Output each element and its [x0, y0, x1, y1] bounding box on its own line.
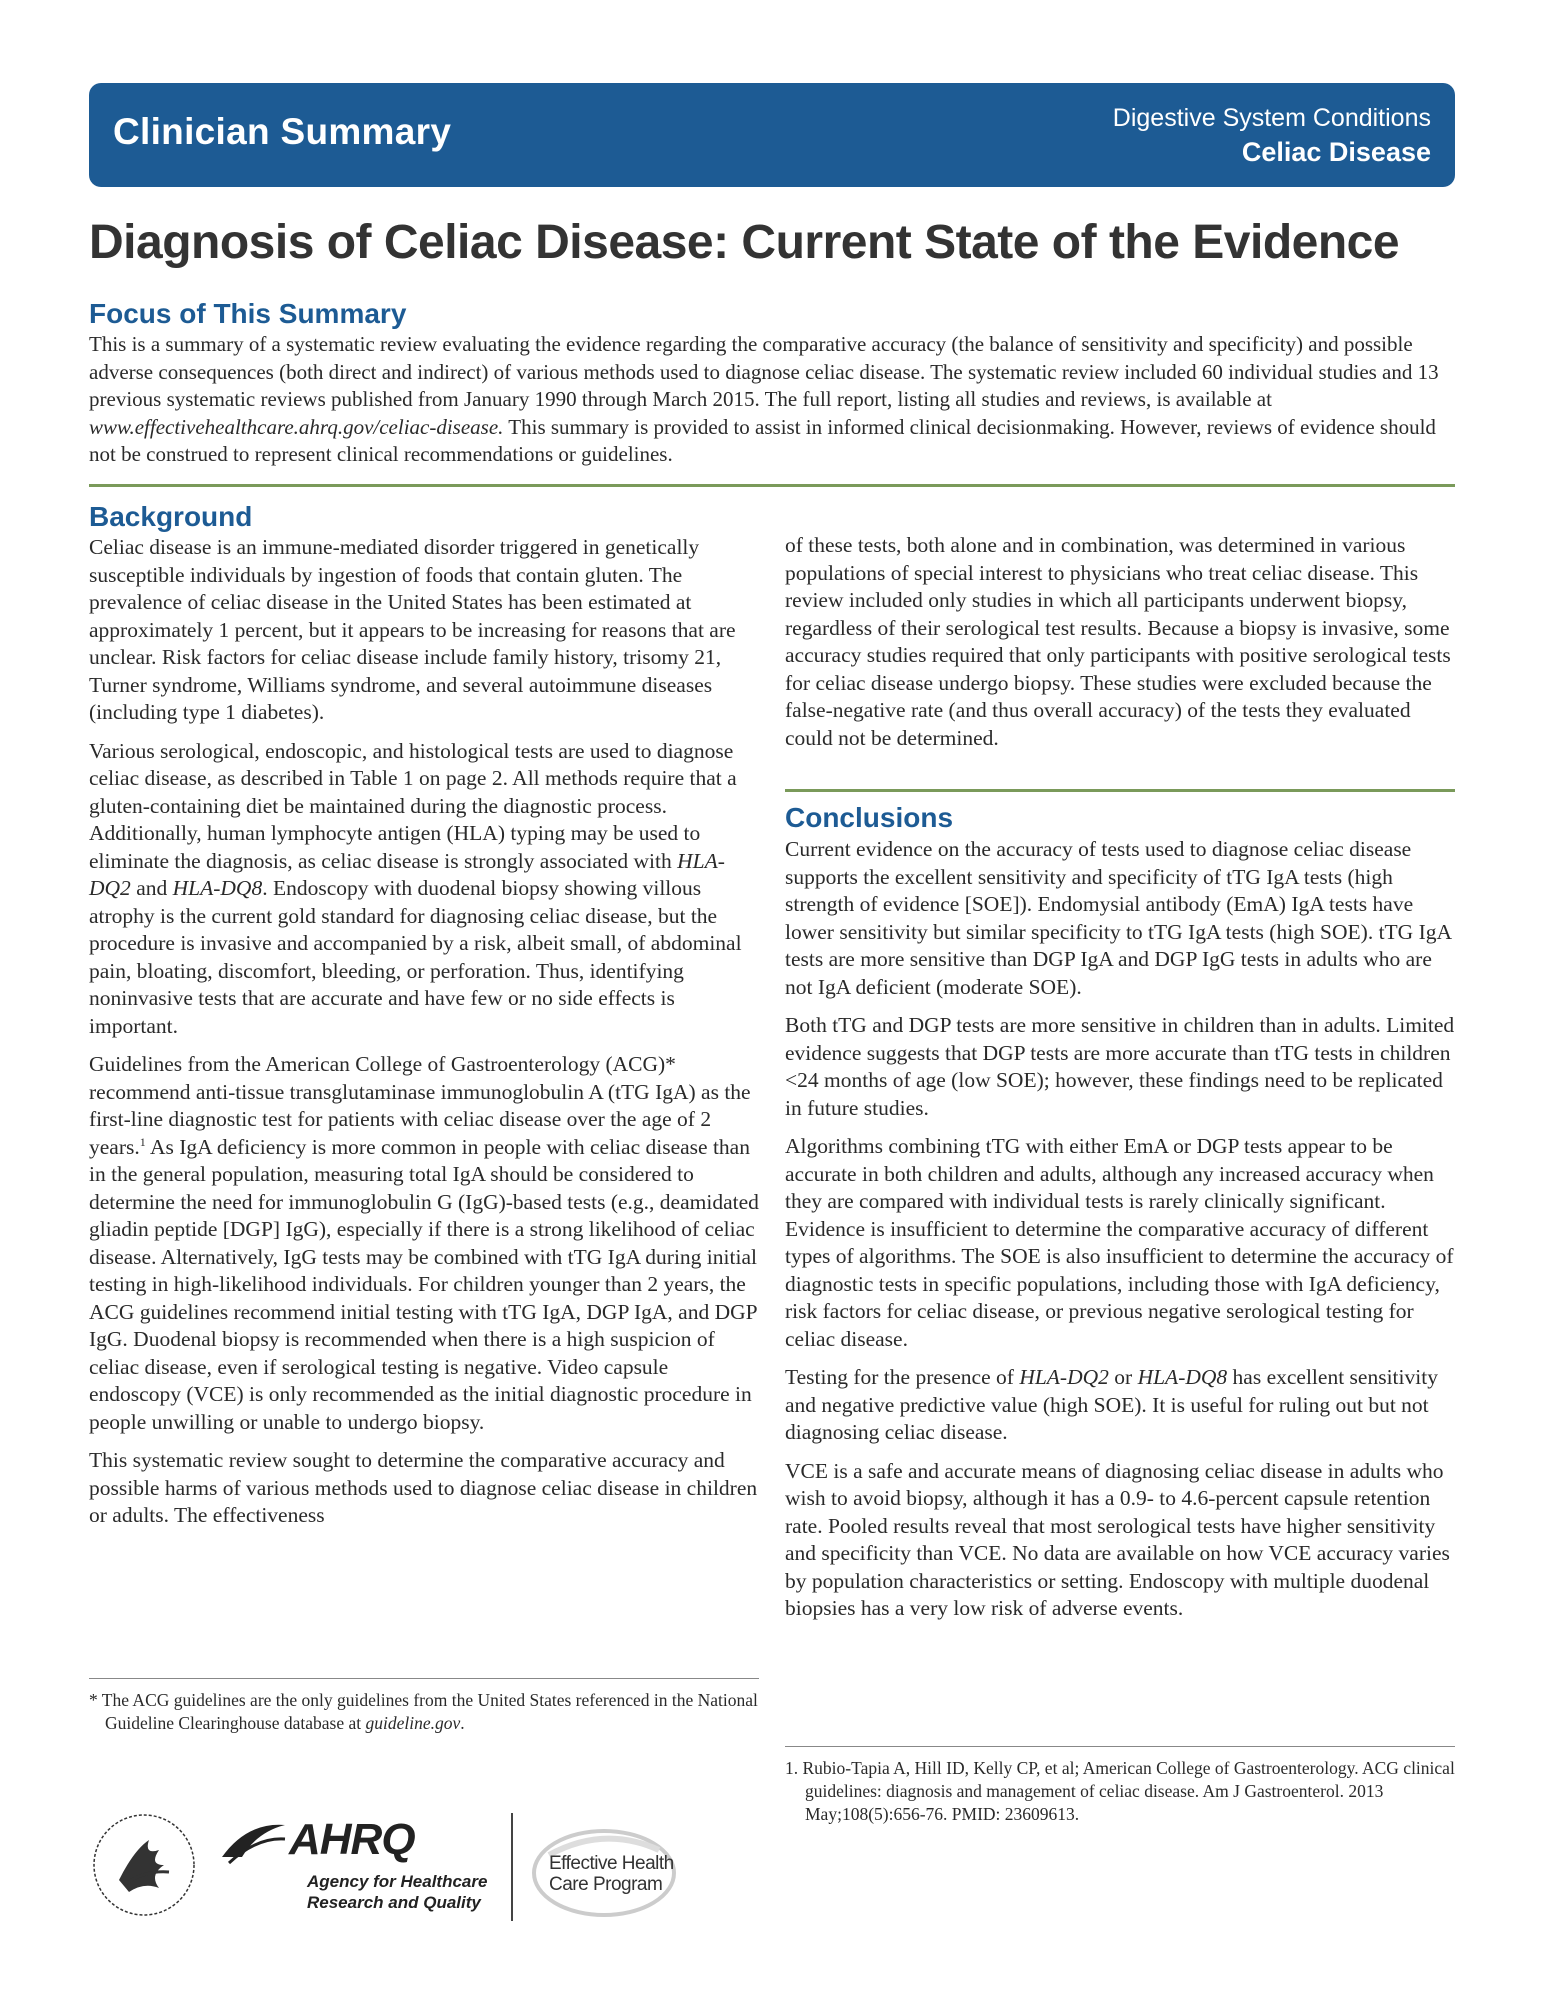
conclusions-paragraph-1: Current evidence on the accuracy of tests used to diagnose celiac disease supports the excellent sensitivity and specificity of tTG IgA tests (high strength of evidence [SOE]). Endomysial antibody (EmA) IgA tests have lower sensitivity but similar specificity to tTG IgA tests (high SOE). tTG IgA tests are more sensitive than DGP IgA and DGP IgG tests in adults who are not IgA deficient (moderate SOE). [785, 837, 1451, 999]
concl-p4-text-b: has excellent sensitivity and negative predictive value (high SOE). It is useful for ruling out but not diagnosing celiac disease. [785, 1365, 1438, 1444]
ahrq-logo [217, 1815, 507, 1925]
bg-p2-text-a: Various serological, endoscopic, and histological tests are used to diagnose celiac disease, as described in Table 1 on page 2. All methods require that a gluten-containing diet be maintained during the diagnostic process. Additionally, human lymphocyte antigen (HLA) typing may be used to eliminate the diagnosis, as celiac disease is strongly associated with [89, 738, 737, 873]
conclusions-paragraph-2: Both tTG and DGP tests are more sensitive in children than in adults. Limited evidence suggests that DGP tests are more accurate than tTG tests in children <24 months of age (low SOE); however, these findings need to be replicated in future studies. [785, 1013, 1455, 1120]
footnote [89, 1678, 759, 1735]
footnote-divider [89, 1678, 759, 1679]
ahrq-name-line2: Research and Quality [307, 1893, 481, 1912]
background-heading: Background [89, 501, 253, 532]
conclusions-heading: Conclusions [785, 802, 954, 833]
conclusions-paragraph-5: VCE is a safe and accurate means of diagnosing celiac disease in adults who wish to avoid biopsy, although it has a 0.9- to 4.6-percent capsule retention rate. Pooled results reveal that most serological tests have higher sensitivity and specificity than VCE. No data are available on how VCE accuracy varies by population characteristics or setting. Endoscopy with multiple duodenal biopsies has a very low risk of adverse events. [785, 1458, 1450, 1620]
banner-title: Clinician Summary [113, 111, 452, 152]
background-paragraph-4: This systematic review sought to determine the comparative accuracy and possible harms of various methods used to diagnose celiac disease in children or adults. The effectiveness [89, 1448, 758, 1527]
ehc-logo [529, 1825, 719, 1925]
bg-p2-hla1: HLA-DQ2 [89, 848, 725, 900]
concl-p4-text-a: Testing for the presence of [785, 1365, 1020, 1389]
concl-p4-or: or [1108, 1365, 1138, 1389]
footnote-end: . [460, 1713, 465, 1733]
ahrq-wordmark: AHRQ [289, 1815, 415, 1864]
bg-p2-text-b: . Endoscopy with duodenal biopsy showing villous atrophy is the current gold standard for diagnosing celiac disease, but the procedure is invasive and accompanied by a risk, albeit small, of abdominal pain, bloating, discomfort, bleeding, or perforation. Thus, identifying noninvasive tests that are accurate and have few or no side effects is important. [89, 876, 742, 1038]
background-paragraph-3 [89, 1051, 759, 1436]
page-title: Diagnosis of Celiac Disease: Current State of the Evidence [89, 216, 1400, 269]
logo-bar [89, 1805, 709, 1930]
banner-subcategory: Celiac Disease [1241, 137, 1431, 167]
reference [785, 1746, 1455, 1826]
background-paragraph-1: Celiac disease is an immune-mediated disorder triggered in genetically susceptible individuals by ingestion of foods that contain gluten. The prevalence of celiac disease in the United States has been estimated at approximately 1 percent, but it appears to be increasing for reasons that are unclear. Risk factors for celiac disease include family history, trisomy 21, Turner syndrome, Williams syndrome, and several autoimmune diseases (including type 1 diabetes). [89, 535, 736, 724]
conclusions-paragraph-3: Algorithms combining tTG with either EmA or DGP tests appear to be accurate in both children and adults, although any increased accuracy when they are compared with individual tests is rarely clinically significant. Evidence is insufficient to determine the comparative accuracy of different types of algorithms. The SOE is also insufficient to determine the accuracy of diagnostic tests in specific populations, including those with IgA deficiency, risk factors for celiac disease, or previous negative serological testing for celiac disease. [785, 1134, 1454, 1351]
banner-category: Digestive System Conditions [1112, 104, 1431, 132]
focus-paragraph [89, 331, 1455, 469]
banner-category-block [1113, 101, 1431, 169]
left-column [89, 500, 759, 1530]
concl-p4-hla1: HLA-DQ2 [1019, 1365, 1109, 1389]
bg-p2-hla2: HLA-DQ8 [172, 876, 263, 900]
conclusions-section [785, 789, 1455, 1623]
bg-p3-text-b: As IgA deficiency is more common in people with celiac disease than in the general population, measuring total IgA should be considered to determine the need for immunoglobulin G (IgG)-based tests (e.g., deamidated gliadin peptide [DGP] IgG), especially if there is a strong likelihood of celiac disease. Alternatively, IgG tests may be combined with tTG IgA during initial testing in high-likelihood individuals. For children younger than 2 years, the ACG guidelines recommend initial testing with tTG IgA, DGP IgA, and DGP IgG. Duodenal biopsy is recommended when there is a high suspicion of celiac disease, even if serological testing is negative. Video capsule endoscopy (VCE) is only recommended as the initial diagnostic procedure in people unwilling or unable to undergo biopsy. [89, 1134, 759, 1434]
report-link[interactable]: www.effectivehealthcare.ahrq.gov/celiac-disease. [89, 414, 504, 439]
focus-heading: Focus of This Summary [89, 298, 407, 329]
concl-p4-hla2: HLA-DQ8 [1137, 1365, 1228, 1389]
reference-text: 1. Rubio-Tapia A, Hill ID, Kelly CP, et al; American College of Gastroenterology. ACG clinical guidelines: diagnosis and management of celiac disease. Am J Gastroenterol. 2013 May;108(5):656-76. PMID: 23609613. [785, 1758, 1455, 1824]
conclusions-paragraph-4 [785, 1364, 1455, 1447]
ehc-name-line1: Effective Health [549, 1853, 674, 1874]
logo-divider [511, 1813, 513, 1921]
focus-text-start: This is a summary of a systematic review evaluating the evidence regarding the comparative accuracy (the balance of sensitivity and specificity) and possible adverse consequences (both direct and indirect) of various methods used to diagnose celiac disease. The systematic review included 60 individual studies and 13 previous systematic reviews published from January 1990 through March 2015. The full report, listing all studies and reviews, is available at [89, 332, 1439, 411]
section-divider [89, 484, 1455, 487]
footnote-body: * The ACG guidelines are the only guidelines from the United States referenced in the National Guideline Clearinghouse database at [89, 1690, 758, 1733]
reference-divider [785, 1746, 1455, 1747]
header-banner [89, 83, 1455, 187]
bg-p2-and: and [130, 876, 173, 900]
ahrq-name [307, 1871, 487, 1913]
bg-p3-text-a: Guidelines from the American College of Gastroenterology (ACG)* recommend anti-tissue transglutaminase immunoglobulin A (tTG IgA) as the first-line diagnostic test for patients with celiac disease over the age of 2 years. [89, 1052, 751, 1159]
ehc-name [549, 1853, 674, 1895]
right-column [785, 532, 1455, 1623]
focus-text-end: This summary is provided to assist in informed clinical decisionmaking. However, reviews of evidence should not be construed to represent clinical recommendations or guidelines. [89, 414, 1436, 466]
footnote-ref-1[interactable]: 1 [139, 1134, 146, 1149]
footnote-text [89, 1689, 759, 1735]
hhs-seal-icon [89, 1810, 199, 1920]
guideline-link[interactable]: guideline.gov [365, 1713, 461, 1733]
ahrq-name-line1: Agency for Healthcare [307, 1872, 488, 1891]
ehc-name-line2: Care Program [549, 1874, 663, 1895]
ahrq-swoosh-icon [217, 1817, 287, 1867]
background-paragraph-2 [89, 738, 759, 1041]
focus-section [89, 297, 1455, 469]
background-paragraph-4-continued: of these tests, both alone and in combination, was determined in various populations of special interest to physicians who treat celiac disease. This review included only studies in which all participants underwent biopsy, regardless of their serological test results. Because a biopsy is invasive, some accuracy studies required that only participants with positive serological tests for celiac disease undergo biopsy. These studies were excluded because the false-negative rate (and thus overall accuracy) of the tests they evaluated could not be determined. [785, 533, 1451, 750]
